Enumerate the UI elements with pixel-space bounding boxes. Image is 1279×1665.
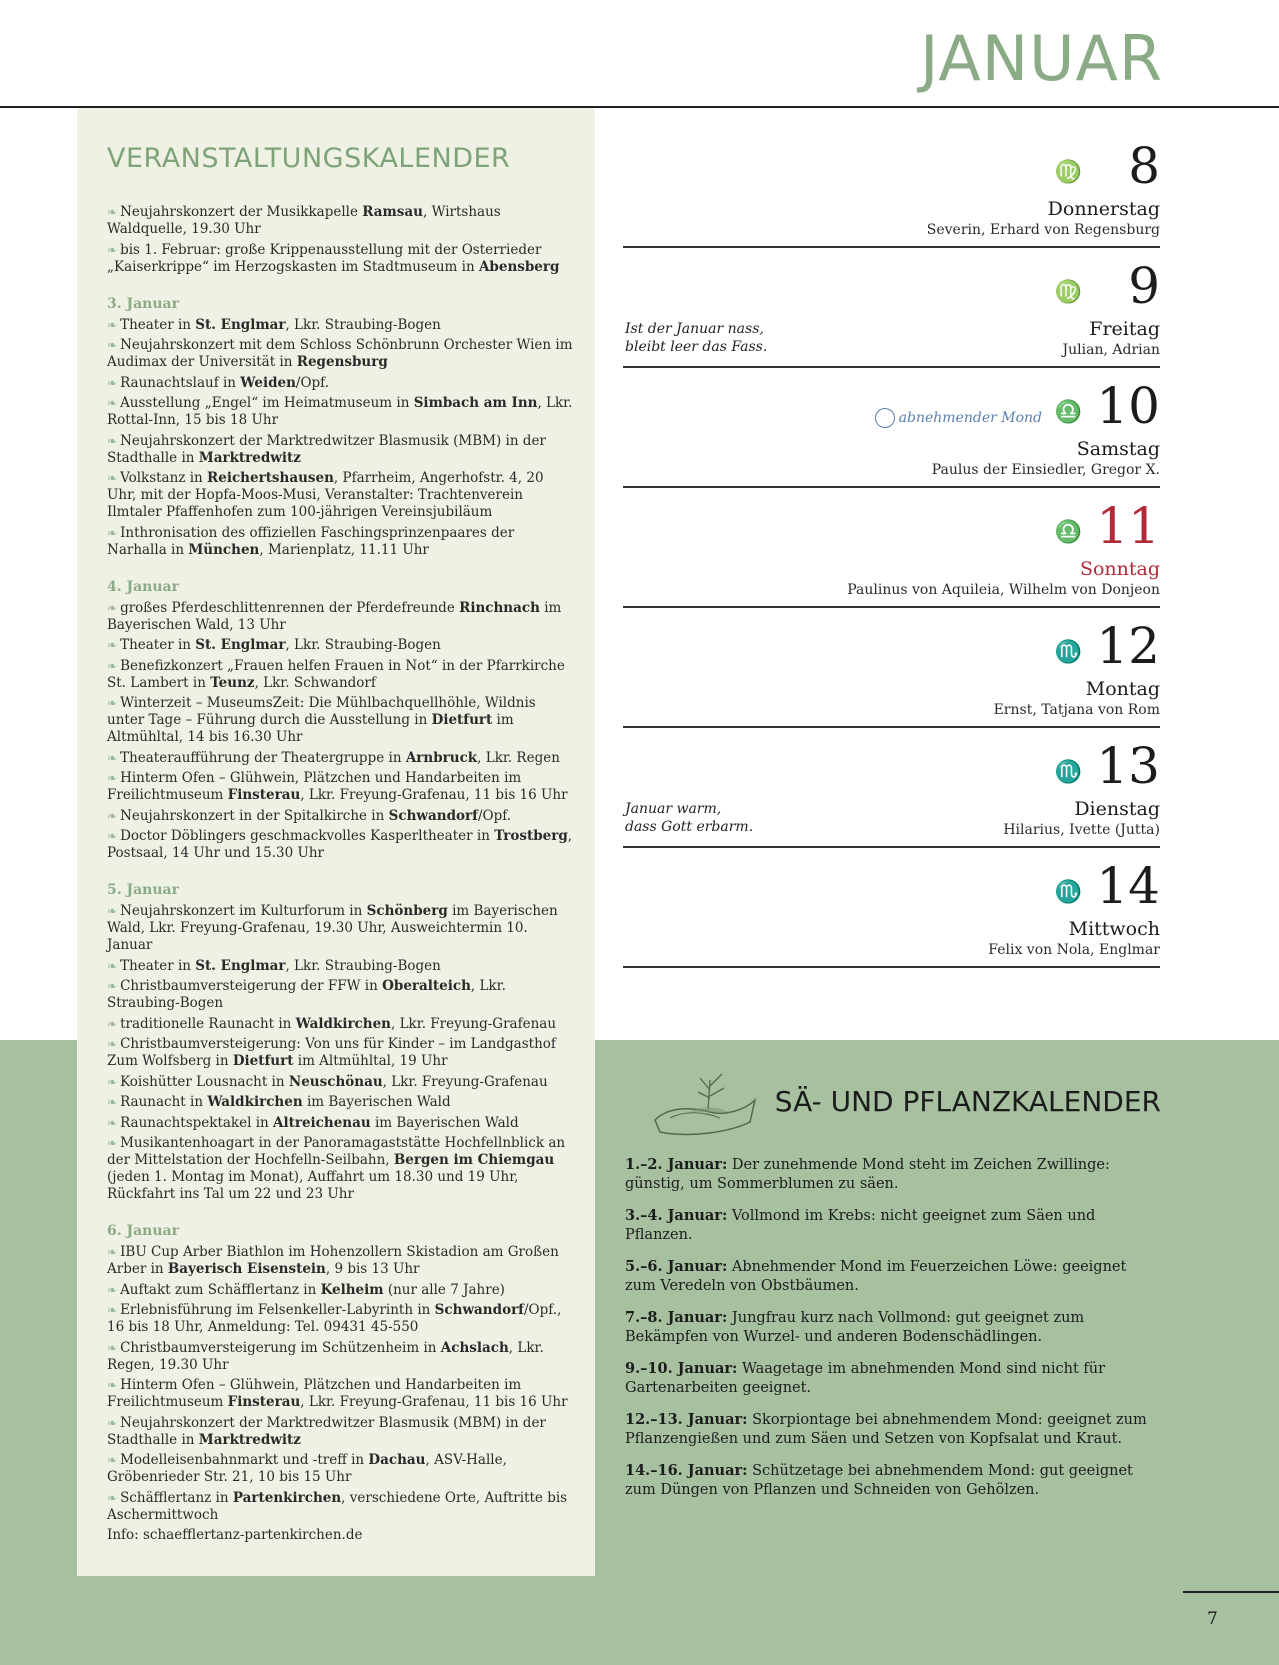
leaf-icon: ❧: [107, 771, 118, 785]
sae-date: 14.–16. Januar:: [625, 1462, 748, 1479]
event-item: [107, 1115, 573, 1132]
event-text: Hinterm Ofen – Glühwein, Plätzchen und Handarbeiten im Freilichtmuseum: [107, 770, 522, 803]
event-place: St. Englmar: [195, 316, 286, 333]
event-text: , Lkr. Regen: [477, 749, 560, 766]
event-text: , Lkr. Freyung-Grafenau, 11 bis 16 Uhr: [300, 1394, 568, 1410]
event-group: [107, 1223, 573, 1544]
leaf-icon: ❧: [107, 1340, 118, 1355]
weekday-name: Donnerstag: [1047, 198, 1160, 220]
event-place: Teunz: [210, 674, 255, 691]
event-text: Inthronisation des offiziellen Faschingsprinzenpaares der Narhalla in: [107, 524, 515, 558]
event-place: Neuschönau: [288, 1073, 383, 1090]
event-item: [107, 433, 573, 467]
event-text: im Bayerischen Wald, 13 Uhr: [107, 599, 562, 633]
virgo-icon: ♍: [1054, 160, 1082, 185]
saint-names: Severin, Erhard von Regensburg: [926, 222, 1160, 238]
event-item: [107, 978, 573, 1012]
event-item: [107, 242, 573, 276]
day-entry: [623, 248, 1160, 368]
event-item: [107, 317, 573, 334]
leaf-icon: ❧: [107, 600, 118, 615]
event-item: [107, 1074, 573, 1091]
day-number: 8: [1128, 137, 1160, 195]
sae-entry: [625, 1206, 1161, 1245]
event-text: Theateraufführung der Theatergruppe in: [120, 749, 406, 766]
sae-text: Abnehmender Mond im Feuerzeichen Löwe: geeignet zum Veredeln von Obstbäumen.: [625, 1259, 1127, 1294]
event-place: Bergen im Chiemgau: [393, 1152, 555, 1168]
event-place: Altreichenau: [273, 1114, 371, 1131]
saint-names: Hilarius, Ivette (Jutta): [1003, 822, 1160, 838]
event-text: Neujahrskonzert der Marktredwitzer Blasmusik (MBM) in der Stadthalle in: [107, 432, 546, 466]
leaf-icon: ❧: [107, 1453, 118, 1467]
event-item: [107, 903, 573, 954]
event-text: , Lkr. Schwandorf: [254, 674, 376, 691]
event-text: großes Pferdeschlittenrennen der Pferdefreunde: [120, 599, 460, 616]
event-text: (jeden 1. Montag im Monat), Auffahrt um 18.30 und 19 Uhr, Rückfahrt ins Tal um 22 und 23 Uhr: [107, 1169, 519, 1202]
event-place: Partenkirchen: [232, 1489, 342, 1506]
event-item: [107, 637, 573, 654]
leaf-icon: ❧: [107, 1095, 118, 1109]
event-item: [107, 1377, 573, 1411]
event-group: [107, 579, 573, 863]
event-text: /Opf.: [477, 807, 512, 824]
sae-text: Skorpiontage bei abnehmendem Mond: geeignet zum Pflanzengießen und zum Säen und Setzen von Kopfsalat und Kraut.: [625, 1412, 1147, 1447]
event-text: , 9 bis 13 Uhr: [325, 1261, 420, 1277]
event-date: 5. Januar: [107, 882, 179, 898]
virgo-icon: ♍: [1054, 280, 1082, 305]
event-text: , Lkr. Straubing-Bogen: [285, 957, 441, 974]
event-item: [107, 470, 573, 521]
event-text: , Lkr. Straubing-Bogen: [107, 978, 506, 1011]
day-entry: [623, 488, 1160, 608]
leaf-icon: ❧: [107, 1490, 118, 1505]
event-text: , Lkr. Freyung-Grafenau: [382, 1073, 548, 1090]
event-text: Raunachtslauf in: [120, 374, 241, 391]
event-text: Neujahrskonzert mit dem Schloss Schönbrunn Orchester Wien im Audimax der Universität in: [107, 337, 573, 370]
event-item: [107, 1302, 573, 1336]
event-text: Theater in: [120, 637, 196, 653]
weekday-name: Sonntag: [1079, 558, 1160, 580]
event-group: [107, 296, 573, 559]
event-place: München: [188, 541, 260, 558]
event-place: Dietfurt: [232, 1053, 294, 1069]
event-place: Oberalteich: [382, 978, 471, 994]
event-date: 4. Januar: [107, 578, 179, 595]
libra-icon: ♎: [1054, 400, 1082, 425]
leaf-icon: ❧: [107, 696, 118, 710]
event-item: [107, 808, 573, 825]
event-text: , Lkr. Regen, 19.30 Uhr: [107, 1339, 544, 1373]
leaf-icon: ❧: [107, 1016, 118, 1031]
leaf-icon: ❧: [107, 375, 118, 390]
event-place: Achslach: [440, 1339, 509, 1356]
event-item: [107, 525, 573, 559]
event-place: Marktredwitz: [198, 449, 301, 466]
day-number: 11: [1096, 497, 1160, 555]
event-item: [107, 395, 573, 429]
event-text: im Bayerischen Wald: [370, 1114, 519, 1131]
day-number: 9: [1128, 257, 1160, 315]
sae-heading: SÄ- UND PFLANZKALENDER: [774, 1085, 1161, 1118]
event-place: Trostberg: [494, 828, 568, 844]
event-text: Ausstellung „Engel“ im Heimatmuseum in: [120, 395, 414, 411]
event-item: [107, 1452, 573, 1486]
event-text: , Lkr. Straubing-Bogen: [285, 316, 441, 333]
event-text: im Bayerischen Wald, Lkr. Freyung-Grafenau, 19.30 Uhr, Ausweichtermin 10. Januar: [107, 903, 558, 953]
leaf-icon: ❧: [107, 396, 118, 410]
weather-proverb: Ist der Januar nass, bleibt leer das Fass.: [625, 321, 768, 355]
page-number: 7: [1207, 1609, 1218, 1629]
event-text: Erlebnisführung im Felsenkeller-Labyrinth in: [120, 1302, 435, 1318]
sae-entry: [625, 1308, 1161, 1347]
day-number: 13: [1096, 737, 1160, 795]
leaf-icon: ❧: [107, 808, 118, 823]
sae-date: 9.–10. Januar:: [625, 1360, 738, 1377]
event-text: Raunachtspektakel in: [120, 1114, 273, 1131]
event-item: [107, 1135, 573, 1203]
event-item: [107, 1415, 573, 1449]
event-item: [107, 658, 573, 692]
day-entry: [623, 728, 1160, 848]
event-place: Regensburg: [296, 354, 388, 370]
event-item: [107, 1282, 573, 1299]
weekday-name: Samstag: [1076, 438, 1160, 460]
weekday-name: Freitag: [1089, 318, 1160, 340]
event-place: Waldkirchen: [207, 1094, 303, 1110]
event-text: traditionelle Raunacht in: [120, 1015, 296, 1032]
leaf-icon: ❧: [107, 471, 118, 485]
event-info: Info: schaefflertanz-partenkirchen.de: [107, 1527, 363, 1543]
saint-names: Felix von Nola, Englmar: [988, 942, 1160, 958]
event-text: Raunacht in: [120, 1094, 208, 1110]
event-item: [107, 337, 573, 371]
leaf-icon: ❧: [107, 433, 118, 448]
day-entry: [623, 368, 1160, 488]
event-text: bis 1. Februar: große Krippenausstellung mit der Osterrieder „Kaiserkrippe“ im Herzogskasten im Stadtmuseum in: [107, 241, 542, 275]
event-place: Dietfurt: [431, 712, 493, 728]
sae-date: 12.–13. Januar:: [625, 1411, 748, 1428]
event-text: , Lkr. Freyung-Grafenau: [391, 1015, 557, 1032]
event-place: Marktredwitz: [198, 1431, 301, 1448]
sae-entry: [625, 1257, 1161, 1296]
event-place: Simbach am Inn: [413, 395, 538, 411]
event-text: Benefizkonzert „Frauen helfen Frauen in Not“ in der Pfarrkirche St. Lambert in: [107, 657, 565, 691]
leaf-icon: ❧: [107, 1378, 118, 1392]
event-text: Hinterm Ofen – Glühwein, Plätzchen und Handarbeiten im Freilichtmuseum: [107, 1377, 522, 1410]
event-text: /Opf.: [295, 374, 329, 391]
saint-names: Paulinus von Aquileia, Wilhelm von Donjeon: [847, 582, 1160, 598]
event-text: , Pfarrheim, Angerhofstr. 4, 20 Uhr, mit der Hopfa-Moos-Musi, Veranstalter: Trachtenverein Ilmtaler Pfaffenhofen zum 100-jährigen Vereinsjubiläum: [107, 470, 544, 520]
event-item: [107, 1094, 573, 1111]
event-text: (nur alle 7 Jahre): [383, 1281, 505, 1298]
event-text: im Altmühltal, 14 bis 16.30 Uhr: [107, 712, 514, 745]
event-text: Schäfflertanz in: [120, 1489, 233, 1506]
event-place: Bayerisch Eisenstein: [167, 1261, 326, 1277]
event-text: Musikantenhoagart in der Panoramagaststätte Hochfellnblick an der Mittelstation der Hochfelln-Seilbahn,: [107, 1135, 566, 1168]
day-entry: [623, 848, 1160, 968]
libra-icon: ♎: [1054, 520, 1082, 545]
event-item: [107, 958, 573, 975]
event-place: Schönberg: [366, 903, 448, 919]
leaf-icon: ❧: [107, 525, 118, 540]
sae-entry: [625, 1155, 1161, 1194]
event-place: Waldkirchen: [295, 1015, 391, 1032]
event-text: Koishütter Lousnacht in: [120, 1073, 289, 1090]
event-item: [107, 770, 573, 804]
saint-names: Ernst, Tatjana von Rom: [993, 702, 1160, 718]
events-heading: VERANSTALTUNGSKALENDER: [107, 143, 511, 174]
leaf-icon: ❧: [107, 1037, 118, 1051]
event-item: [107, 1036, 573, 1070]
saint-names: Julian, Adrian: [1062, 342, 1160, 358]
event-group-intro: [107, 204, 573, 276]
moon-phase: [875, 408, 1042, 428]
sae-entry: [625, 1461, 1161, 1500]
sae-text: Vollmond im Krebs: nicht geeignet zum Säen und Pflanzen.: [625, 1208, 1096, 1243]
leaf-icon: ❧: [107, 750, 118, 765]
event-text: , Wirtshaus Waldquelle, 19.30 Uhr: [107, 204, 501, 237]
event-place: Rinchnach: [459, 599, 540, 616]
day-entry: [623, 128, 1160, 248]
leaf-icon: ❧: [107, 904, 118, 918]
day-number: 14: [1096, 857, 1160, 915]
event-item: [107, 1340, 573, 1374]
event-place: St. Englmar: [195, 957, 286, 974]
event-place: Schwandorf: [388, 807, 478, 824]
sae-date: 7.–8. Januar:: [625, 1309, 728, 1326]
event-text: Theater in: [120, 316, 196, 333]
event-text: Neujahrskonzert der Marktredwitzer Blasmusik (MBM) in der Stadthalle in: [107, 1414, 546, 1448]
event-text: Winterzeit – MuseumsZeit: Die Mühlbachquellhöhle, Wildnis unter Tage – Führung durch die Ausstellung in: [107, 695, 536, 728]
event-item: [107, 828, 573, 862]
day-number: 10: [1096, 377, 1160, 435]
event-text: Modelleisenbahnmarkt und -treff in: [120, 1452, 369, 1468]
event-text: Volkstanz in: [120, 470, 208, 486]
event-text: , Marienplatz, 11.11 Uhr: [259, 541, 429, 558]
event-text: Christbaumversteigerung: Von uns für Kinder – im Landgasthof Zum Wolfsberg in: [107, 1036, 556, 1069]
leaf-icon: ❧: [107, 979, 118, 993]
leaf-icon: ❧: [107, 1115, 118, 1130]
sae-text: Waagetage im abnehmenden Mond sind nicht für Gartenarbeiten geeignet.: [625, 1361, 1106, 1396]
sae-date: 3.–4. Januar:: [625, 1207, 728, 1224]
leaf-icon: ❧: [107, 1282, 118, 1297]
sae-entry: [625, 1410, 1161, 1449]
leaf-icon: ❧: [107, 1136, 118, 1150]
event-place: Schwandorf: [434, 1302, 524, 1318]
event-text: Theater in: [120, 957, 196, 974]
leaf-icon: ❧: [107, 958, 118, 973]
events-list: [107, 204, 573, 1564]
sae-text: Der zunehmende Mond steht im Zeichen Zwillinge: günstig, um Sommerblumen zu säen.: [625, 1157, 1110, 1192]
event-item: [107, 695, 573, 746]
event-place: Weiden: [240, 374, 296, 391]
event-place: St. Englmar: [195, 637, 286, 653]
scorpio-icon: ♏: [1054, 640, 1082, 665]
event-place: Arnbruck: [405, 749, 478, 766]
event-text: , Lkr. Straubing-Bogen: [285, 637, 441, 653]
day-entry: [623, 608, 1160, 728]
event-item: [107, 1016, 573, 1033]
event-text: Auftakt zum Schäfflertanz in: [120, 1281, 321, 1298]
event-text: Christbaumversteigerung im Schützenheim in: [120, 1339, 441, 1356]
event-text: im Bayerischen Wald: [302, 1094, 451, 1110]
event-text: , ASV-Halle, Gröbenrieder Str. 21, 10 bis 15 Uhr: [107, 1452, 507, 1485]
event-item: [107, 204, 573, 238]
event-group: [107, 882, 573, 1203]
event-place: Abensberg: [478, 258, 560, 275]
scorpio-icon: ♏: [1054, 760, 1082, 785]
day-number: 12: [1096, 617, 1160, 675]
leaf-icon: ❧: [107, 1303, 118, 1317]
planting-hands-icon: [650, 1050, 760, 1140]
leaf-icon: ❧: [107, 338, 118, 352]
event-place: Finsterau: [227, 1394, 301, 1410]
leaf-icon: ❧: [107, 1415, 118, 1430]
leaf-icon: ❧: [107, 205, 118, 219]
event-date: 6. Januar: [107, 1223, 179, 1239]
sae-entry: [625, 1359, 1161, 1398]
event-text: /Opf., 16 bis 18 Uhr, Anmeldung: Tel. 09431 45-550: [107, 1302, 562, 1335]
event-item: [107, 1490, 573, 1524]
event-date: 3. Januar: [107, 295, 179, 312]
event-item: [107, 750, 573, 767]
event-text: Neujahrskonzert in der Spitalkirche in: [120, 807, 389, 824]
weekday-name: Dienstag: [1074, 798, 1160, 820]
saint-names: Paulus der Einsiedler, Gregor X.: [931, 462, 1160, 478]
event-item: [107, 375, 573, 392]
event-text: Neujahrskonzert im Kulturforum in: [120, 903, 367, 919]
event-text: Neujahrskonzert der Musikkapelle: [120, 204, 363, 220]
event-text: , Lkr. Freyung-Grafenau, 11 bis 16 Uhr: [300, 787, 568, 803]
event-place: Reichertshausen: [207, 470, 334, 486]
leaf-icon: ❧: [107, 242, 118, 257]
event-place: Kelheim: [320, 1281, 384, 1298]
page-rule: [1183, 1591, 1279, 1593]
weekday-name: Montag: [1085, 678, 1160, 700]
sae-list: [625, 1155, 1161, 1512]
event-text: Doctor Döblingers geschmackvolles Kasperltheater in: [120, 828, 495, 844]
sae-text: Schützetage bei abnehmendem Mond: gut geeignet zum Düngen von Pflanzen und Schneiden von Gehölzen.: [625, 1463, 1133, 1498]
event-text: , Postsaal, 14 Uhr und 15.30 Uhr: [107, 828, 573, 861]
event-place: Finsterau: [227, 787, 301, 803]
event-text: Christbaumversteigerung der FFW in: [120, 978, 383, 994]
leaf-icon: ❧: [107, 1245, 118, 1259]
scorpio-icon: ♏: [1054, 880, 1082, 905]
leaf-icon: ❧: [107, 638, 118, 652]
sae-text: Jungfrau kurz nach Vollmond: gut geeignet zum Bekämpfen von Wurzel- und anderen Bodenschädlingen.: [625, 1310, 1085, 1345]
leaf-icon: ❧: [107, 317, 118, 332]
event-place: Dachau: [368, 1452, 426, 1468]
event-text: IBU Cup Arber Biathlon im Hohenzollern Skistadion am Großen Arber in: [107, 1244, 559, 1277]
leaf-icon: ❧: [107, 1074, 118, 1089]
weather-proverb: Januar warm, dass Gott erbarm.: [625, 801, 754, 835]
event-item: [107, 600, 573, 634]
event-text: , Lkr. Rottal-Inn, 15 bis 18 Uhr: [107, 395, 573, 428]
moon-icon: [875, 408, 895, 428]
event-text: , verschiedene Orte, Auftritte bis Aschermittwoch: [107, 1489, 568, 1523]
sae-date: 5.–6. Januar:: [625, 1258, 728, 1275]
month-title: JANUAR: [920, 22, 1163, 95]
event-item: [107, 1244, 573, 1278]
event-text: im Altmühltal, 19 Uhr: [293, 1053, 448, 1069]
leaf-icon: ❧: [107, 658, 118, 673]
event-place: Ramsau: [362, 204, 423, 220]
moon-label: abnehmender Mond: [898, 410, 1042, 426]
sae-date: 1.–2. Januar:: [625, 1156, 728, 1173]
leaf-icon: ❧: [107, 829, 118, 843]
weekday-name: Mittwoch: [1068, 918, 1160, 940]
